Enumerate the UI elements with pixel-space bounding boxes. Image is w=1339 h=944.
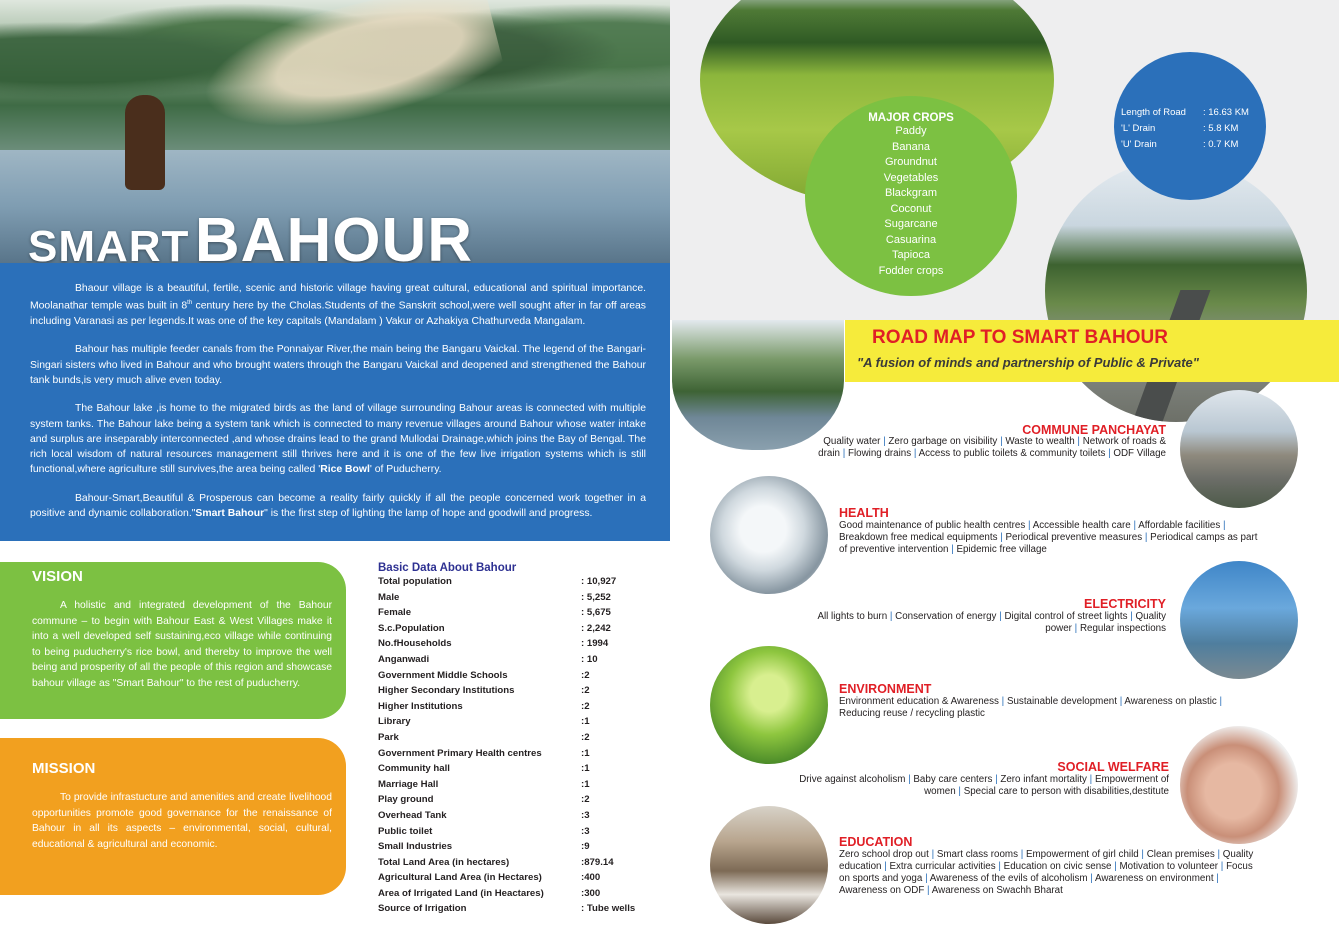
basic-data-value: :1 <box>581 716 590 728</box>
health-line-3 <box>839 544 1299 556</box>
environment-line-2 <box>839 708 1299 720</box>
roadmap-item: Flowing drains <box>847 448 912 459</box>
crop-item: Fodder crops <box>878 264 944 277</box>
crop-item: Paddy <box>895 125 927 137</box>
separator: | <box>997 532 1006 543</box>
basic-data-value: :1 <box>581 778 590 790</box>
roadmap-item: Digital control of street lights <box>1004 611 1128 622</box>
crop-item: Tapioca <box>892 249 930 261</box>
social-welfare-line-2 <box>749 786 1169 798</box>
roadmap-item: Awareness on environment <box>1095 873 1214 884</box>
separator: | <box>996 611 1005 622</box>
separator: | <box>1216 696 1223 707</box>
electricity-tower-photo <box>1180 561 1298 679</box>
page-title <box>28 205 473 263</box>
separator: | <box>1071 623 1080 634</box>
roadmap-item: Drive against alcoholism <box>799 774 906 785</box>
roadmap-item: Accessible health care <box>1032 520 1131 531</box>
road-stats-circle <box>1114 52 1266 200</box>
mission-box <box>0 738 346 895</box>
roadmap-item: Waste to wealth <box>1005 436 1075 447</box>
basic-data-label: Male <box>378 591 400 603</box>
roadmap-title: ROAD MAP TO SMART BAHOUR <box>872 327 1168 348</box>
basic-data-value: :1 <box>581 747 590 759</box>
education-line-3 <box>839 873 1319 885</box>
basic-data-table <box>378 562 668 919</box>
crop-item: Coconut <box>890 202 932 215</box>
basic-data-label: Higher Secondary Institutions <box>378 685 515 697</box>
roadmap-banner <box>845 320 1339 382</box>
separator: | <box>1213 873 1219 884</box>
vision-text: A holistic and integrated development of the Bahour commune – to begin with Bahour East & West Villages make it into a well developed self sustaining,eco village while continuing to being puducherry's rice bowl, and thereby to improve the well being and prosperity of all the people of this region and showcase bahour village as "Smart Bahour" to the rest of puducherry. <box>32 600 332 689</box>
basic-data-value: : 2,242 <box>581 622 611 634</box>
crop-item: Groundnut <box>885 156 937 168</box>
basic-data-row <box>378 903 668 919</box>
commune-line-2 <box>746 448 1166 460</box>
basic-data-value: :1 <box>581 763 590 775</box>
separator: | <box>911 448 919 459</box>
education-line-4 <box>839 885 1319 897</box>
roadmap-item: Clean premises <box>1146 849 1215 860</box>
basic-data-value: :2 <box>581 731 590 743</box>
separator: | <box>1105 448 1114 459</box>
intro-paragraph-2: Bahour has multiple feeder canals from the Ponnaiyar River,the main being the Bangaru Vaickal. The legend of the Bangari-Singari sisters who lived in Bahour and who brought waters through the Bangaru Vaickal and deopened and strengthened the Bahour tank bunds,is very much alive even today. <box>30 344 646 386</box>
basic-data-label: Community hall <box>378 763 450 775</box>
basic-data-title: Basic Data About Bahour <box>378 562 517 574</box>
basic-data-label: Area of Irrigated Land (in Heactares) <box>378 887 544 899</box>
major-crops-list <box>805 124 1017 279</box>
roadmap-item: Sustainable development <box>1006 696 1117 707</box>
roadmap-item: power <box>1045 623 1072 634</box>
separator: | <box>1142 532 1151 543</box>
basic-data-value: :879.14 <box>581 856 614 868</box>
environment-body <box>839 696 1299 720</box>
roadmap-item: Motivation to volunteer <box>1119 861 1219 872</box>
major-crops-circle <box>805 96 1017 296</box>
education-body <box>839 849 1319 897</box>
roadmap-item: Empowerment of girl child <box>1025 849 1139 860</box>
roadmap-item: Environment education & Awareness <box>839 696 999 707</box>
basic-data-value: :300 <box>581 887 601 899</box>
roadmap-item: Zero garbage on visibility <box>888 436 998 447</box>
social-welfare-body <box>749 774 1169 798</box>
basic-data-row <box>378 670 668 686</box>
basic-data-label: Female <box>378 607 412 619</box>
education-classroom-photo <box>710 806 828 924</box>
mission-title: MISSION <box>32 760 96 777</box>
separator: | <box>928 849 937 860</box>
basic-data-row <box>378 638 668 654</box>
roadmap-item: Breakdown free medical equipments <box>839 532 998 543</box>
education-line-1 <box>839 849 1319 861</box>
roadmap-item: Awareness of the evils of alcoholism <box>929 873 1088 884</box>
roadmap-item: Network of roads & <box>1082 436 1166 447</box>
electricity-title: ELECTRICITY <box>1084 597 1166 611</box>
roadmap-item: Education on civic sense <box>1003 861 1112 872</box>
roadmap-item: Zero infant mortality <box>1000 774 1087 785</box>
basic-data-row <box>378 592 668 608</box>
road-stat-l-drain: 'L' Drain : 5.8 KM <box>1121 123 1239 134</box>
basic-data-value: : 10,927 <box>581 576 617 587</box>
social-welfare-line-1 <box>749 774 1169 786</box>
separator: | <box>1127 611 1136 622</box>
separator: | <box>1086 774 1095 785</box>
separator: | <box>1214 849 1223 860</box>
intro-text <box>30 281 646 534</box>
basic-data-label: Public toilet <box>378 825 433 837</box>
basic-data-label: Total population <box>378 576 452 587</box>
basic-data-value: :2 <box>581 700 590 712</box>
education-line-2 <box>839 861 1319 873</box>
roadmap-item: Regular inspections <box>1079 623 1166 634</box>
roadmap-item: ODF Village <box>1113 448 1166 459</box>
basic-data-label: Total Land Area (in hectares) <box>378 856 510 868</box>
basic-data-row <box>378 607 668 623</box>
basic-data-label: S.c.Population <box>378 622 445 634</box>
social-welfare-hands-photo <box>1180 726 1298 844</box>
health-line-1 <box>839 520 1299 532</box>
crop-item: Casuarina <box>885 233 937 246</box>
basic-data-value: :3 <box>581 825 590 837</box>
health-title: HEALTH <box>839 506 889 520</box>
separator: | <box>1111 861 1120 872</box>
roadmap-item: Special care to person with disabilities,destitute <box>963 786 1169 797</box>
separator: | <box>955 786 964 797</box>
basic-data-label: Marriage Hall <box>378 778 439 790</box>
roadmap-item: Quality <box>1135 611 1166 622</box>
separator: | <box>998 696 1007 707</box>
basic-data-value: :3 <box>581 809 590 821</box>
separator: | <box>948 544 957 555</box>
major-crops-title: MAJOR CROPS <box>868 112 954 124</box>
separator: | <box>924 885 932 896</box>
basic-data-row <box>378 716 668 732</box>
roadmap-item: Awareness on plastic <box>1124 696 1217 707</box>
separator: | <box>1087 873 1095 884</box>
roadmap-item: Affordable facilities <box>1138 520 1221 531</box>
basic-data-rows <box>378 576 668 919</box>
separator: | <box>992 774 1001 785</box>
basic-data-label: Higher Institutions <box>378 700 463 712</box>
basic-data-row <box>378 857 668 873</box>
roadmap-item: Extra curricular activities <box>889 861 996 872</box>
intro-paragraph-3: The Bahour lake ,is home to the migrated birds as the land of village surrounding Bahour areas is connected with multiple system tanks. The Bahour lake being a system tank which is connected to many revenue villages around Bahour whose water intake and surplus are inseparably interconnected ,and whose drains lead to the grand Mullodai Drainage,which joins the Bay of Bengal. The rich local wisdom of natural resources management still thrives here and it is one of the few live irrigation systems which is still functional,where agriculture still survives,the area being called 'Rice Bowl' of Puducherry. <box>30 403 646 476</box>
separator: | <box>880 436 889 447</box>
intro-paragraph-4: Bahour-Smart,Beautiful & Prosperous can become a reality fairly quickly if all the people concerned work together in a positive and dynamic collaboration."Smart Bahour" is the first step of lighting the lamp of hope and goodwill and progress. <box>30 492 646 520</box>
intro-paragraph-1: Bhaour village is a beautiful, fertile, scenic and historic village having great cultural, educational and spiritual importance. Moolanathar temple was built in 8th century here by the Cholas.Students of the Sanskrit school,were well sought after in far off areas including Varanasi as per legends.It was one of the key capitals (Mandalam ) Vakur or Azhakiya Chathurveda Mangalam. <box>30 283 646 328</box>
roadmap-item: Zero school drop out <box>839 849 929 860</box>
environment-tree-photo <box>710 646 828 764</box>
roadmap-item: All lights to burn <box>817 611 888 622</box>
separator: | <box>995 861 1004 872</box>
crop-item: Sugarcane <box>884 218 938 230</box>
basic-data-value: : Tube wells <box>581 903 636 915</box>
environment-title: ENVIRONMENT <box>839 682 932 696</box>
basic-data-label: Anganwadi <box>378 653 430 665</box>
basic-data-label: Government Middle Schools <box>378 669 508 681</box>
roadmap-item: Periodical camps as part <box>1150 532 1258 543</box>
roadmap-item: of preventive intervention <box>839 544 949 555</box>
basic-data-label: Play ground <box>378 794 434 806</box>
roadmap-item: Focus <box>1226 861 1253 872</box>
basic-data-value: : 5,252 <box>581 591 611 603</box>
roadmap-item: Reducing reuse / recycling plastic <box>839 708 985 719</box>
commune-photo <box>1180 390 1298 508</box>
roadmap-item: Conservation of energy <box>895 611 997 622</box>
separator: | <box>1220 520 1226 531</box>
basic-data-row <box>378 763 668 779</box>
separator: | <box>1218 861 1227 872</box>
separator: | <box>1074 436 1083 447</box>
road-photo <box>1045 160 1307 422</box>
education-title: EDUCATION <box>839 835 913 849</box>
separator: | <box>887 611 896 622</box>
road-stat-length: Length of Road : 16.63 KM <box>1121 107 1249 118</box>
commune-title: COMMUNE PANCHAYAT <box>1022 423 1166 437</box>
basic-data-label: Government Primary Health centres <box>378 747 542 759</box>
social-welfare-title: SOCIAL WELFARE <box>1057 760 1169 774</box>
hero-photo-fisherman <box>0 0 670 263</box>
basic-data-row <box>378 748 668 764</box>
electricity-body <box>746 611 1166 635</box>
roadmap-item: Baby care centers <box>913 774 993 785</box>
basic-data-label: Park <box>378 731 399 743</box>
basic-data-row <box>378 794 668 810</box>
roadmap-item: Good maintenance of public health centres <box>839 520 1026 531</box>
separator: | <box>839 448 848 459</box>
hero-fisherman-figure <box>125 95 165 190</box>
roadmap-item: women <box>924 786 956 797</box>
basic-data-value: : 10 <box>581 653 598 665</box>
separator: | <box>1025 520 1033 531</box>
basic-data-row <box>378 872 668 888</box>
crop-item: Banana <box>892 140 930 153</box>
separator: | <box>1138 849 1147 860</box>
intro-panel <box>0 263 670 541</box>
page-title-big: BAHOUR <box>194 206 473 263</box>
vision-title: VISION <box>32 568 83 585</box>
basic-data-value: :2 <box>581 685 590 697</box>
basic-data-value: : 5,675 <box>581 607 611 619</box>
basic-data-row <box>378 685 668 701</box>
commune-line-1 <box>746 436 1166 448</box>
roadmap-item: Periodical preventive measures <box>1005 532 1143 543</box>
basic-data-row <box>378 701 668 717</box>
crop-item: Vegetables <box>883 171 939 184</box>
basic-data-row <box>378 779 668 795</box>
roadmap-item: Empowerment of <box>1094 774 1169 785</box>
separator: | <box>1017 849 1026 860</box>
basic-data-value: :2 <box>581 794 590 806</box>
basic-data-row <box>378 576 668 592</box>
separator: | <box>881 861 890 872</box>
basic-data-row <box>378 888 668 904</box>
lake-photo <box>672 320 844 450</box>
roadmap-item: Quality water <box>823 436 881 447</box>
roadmap-item: Awareness on Swachh Bharat <box>931 885 1063 896</box>
basic-data-label: Library <box>378 716 411 728</box>
crop-item: Blackgram <box>885 187 937 199</box>
separator: | <box>997 436 1006 447</box>
separator: | <box>1130 520 1139 531</box>
road-stat-u-drain: 'U' Drain : 0.7 KM <box>1121 139 1239 150</box>
roadmap-item: Awareness on ODF <box>839 885 925 896</box>
roadmap-item: on sports and yoga <box>839 873 923 884</box>
basic-data-label: Small Industries <box>378 841 453 853</box>
basic-data-label: Overhead Tank <box>378 809 447 821</box>
basic-data-label: Source of Irrigation <box>378 903 467 915</box>
electricity-line-2 <box>746 623 1166 635</box>
basic-data-row <box>378 623 668 639</box>
health-line-2 <box>839 532 1299 544</box>
page-title-small: SMART <box>28 222 190 263</box>
basic-data-label: Agricultural Land Area (in Hectares) <box>378 872 542 884</box>
roadmap-item: drain <box>818 448 840 459</box>
environment-line-1 <box>839 696 1299 708</box>
separator: | <box>922 873 930 884</box>
basic-data-value: :2 <box>581 669 590 681</box>
separator: | <box>905 774 914 785</box>
roadmap-item: education <box>839 861 882 872</box>
mission-text: To provide infrastucture and amenities and create livelihood opportunities promote good governance for the renaissance of Bahour in all its aspects – environmental, social, cultural, educational & agricultural and economic. <box>32 792 332 850</box>
basic-data-value: : 1994 <box>581 638 609 650</box>
roadmap-item: Quality <box>1222 849 1254 860</box>
basic-data-row <box>378 732 668 748</box>
separator: | <box>1116 696 1125 707</box>
health-body <box>839 520 1299 556</box>
basic-data-row <box>378 810 668 826</box>
basic-data-row <box>378 841 668 857</box>
commune-body <box>746 436 1166 460</box>
basic-data-value: :400 <box>581 872 601 884</box>
roadmap-item: Smart class rooms <box>936 849 1018 860</box>
electricity-line-1 <box>746 611 1166 623</box>
vision-box <box>0 562 346 719</box>
roadmap-subtitle: "A fusion of minds and partnership of Public & Private" <box>857 355 1199 370</box>
roadmap-item: Access to public toilets & community toilets <box>918 448 1106 459</box>
basic-data-value: :9 <box>581 841 590 853</box>
health-stethoscope-photo <box>710 476 828 594</box>
basic-data-row <box>378 826 668 842</box>
roadmap-item: Epidemic free village <box>956 544 1047 555</box>
basic-data-label: No.fHouseholds <box>378 638 452 650</box>
basic-data-row <box>378 654 668 670</box>
